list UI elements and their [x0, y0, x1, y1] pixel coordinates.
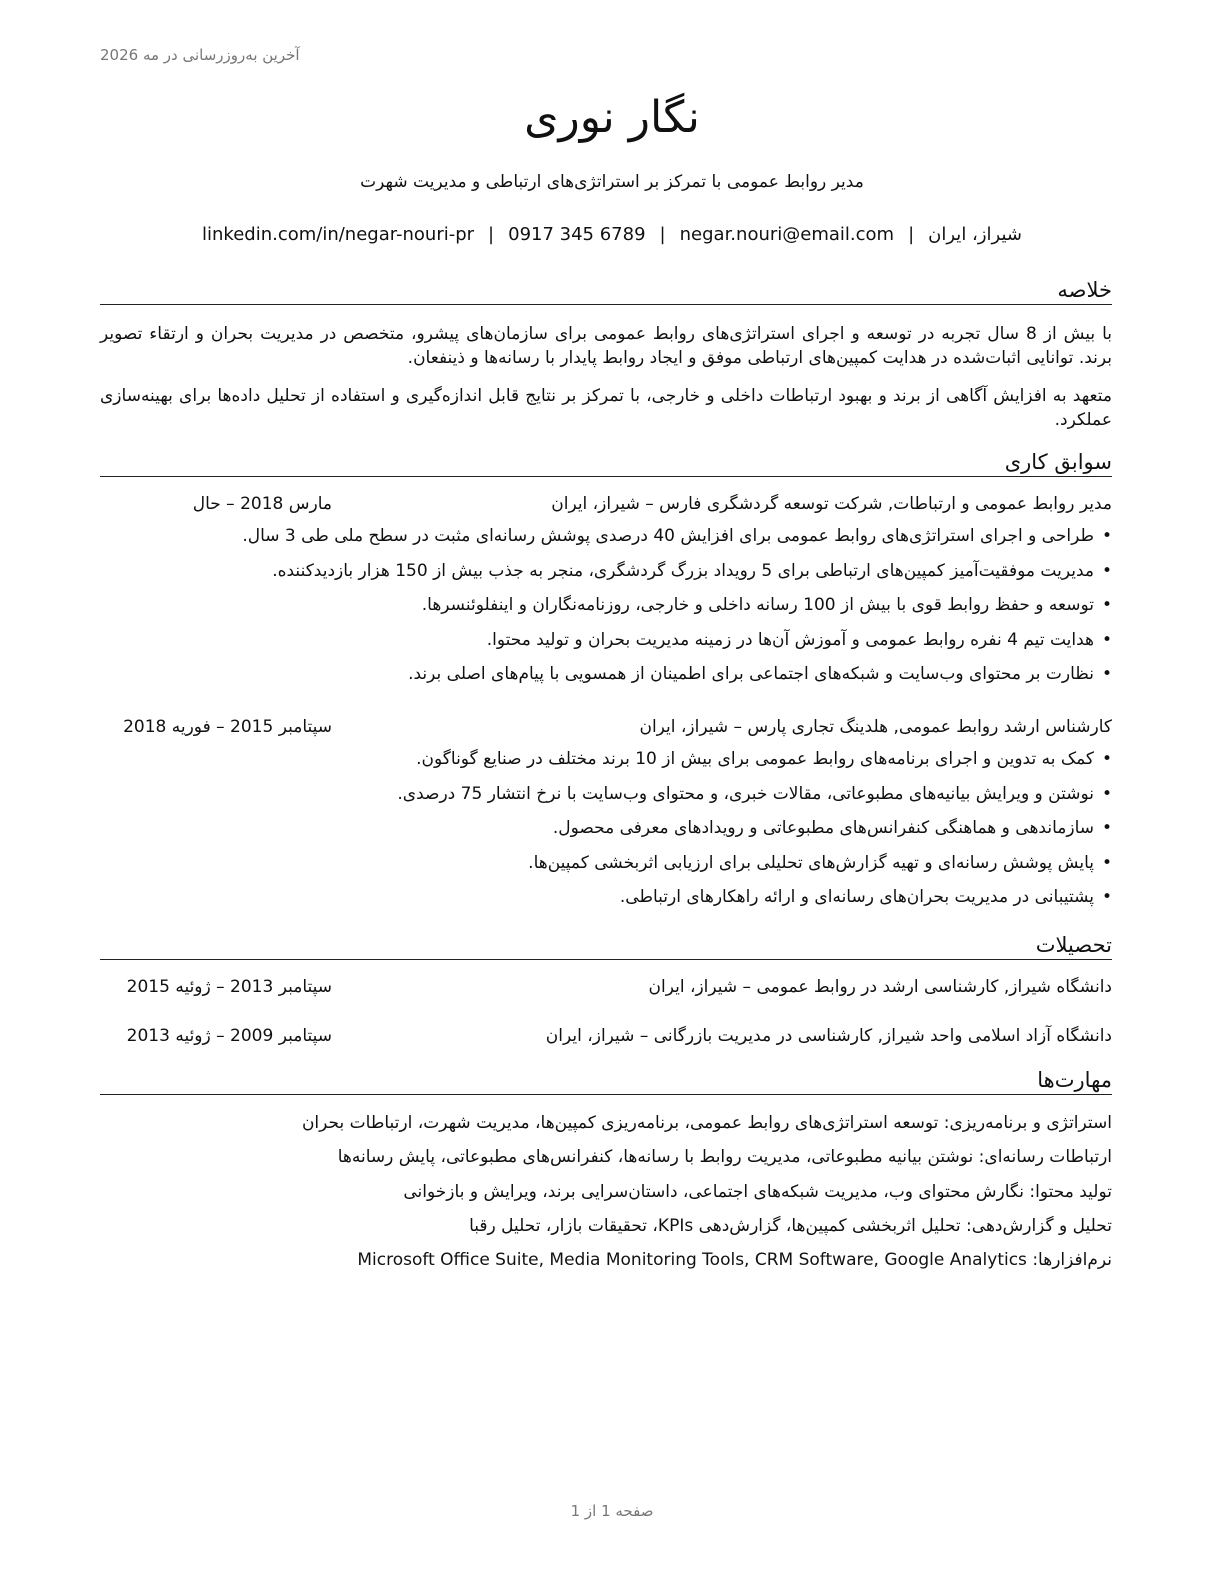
skill-line: استراتژی و برنامه‌ریزی: توسعه استراتژی‌های روابط عمومی، برنامه‌ریزی کمپین‌ها، مدیریت شهرت، ارتباطات بحران	[301, 1113, 1112, 1133]
list-item: •نوشتن و ویرایش بیانیه‌های مطبوعاتی، مقالات خبری، و محتوای وب‌سایت با نرخ انتشار 75 درصدی.	[397, 784, 1112, 804]
skill-line: تحلیل و گزارش‌دهی: تحلیل اثربخشی کمپین‌ها، گزارش‌دهی KPIs، تحقیقات بازار، تحلیل رقبا	[469, 1216, 1112, 1236]
job-title: مدیر روابط عمومی و ارتباطات, شرکت توسعه گردشگری فارس – شیراز، ایران	[551, 494, 1112, 514]
separator: |	[908, 224, 915, 245]
bullet-icon: •	[1101, 664, 1112, 684]
list-item: •پشتیبانی در مدیریت بحران‌های رسانه‌ای و ارائه راهکارهای ارتباطی.	[619, 887, 1112, 907]
education-item	[100, 1026, 1112, 1052]
skill-line: نرم‌افزارها: Microsoft Office Suite, Media Monitoring Tools, CRM Software, Google Analytics	[357, 1250, 1112, 1270]
education-dates: سپتامبر 2009 – ژوئیه 2013	[126, 1026, 332, 1046]
candidate-name: نگار نوری	[524, 92, 700, 143]
list-item: •مدیریت موفقیت‌آمیز کمپین‌های ارتباطی برای 5 رویداد بزرگ گردشگری، منجر به جذب بیش از 150 هزار بازدیدکننده.	[272, 561, 1112, 581]
education-item	[100, 977, 1112, 1003]
list-item: •کمک به تدوین و اجرای برنامه‌های روابط عمومی برای بیش از 10 برند مختلف در صنایع گوناگون.	[416, 749, 1112, 769]
last-updated: آخرین به‌روزرسانی در مه 2026	[100, 46, 300, 64]
skill-line: تولید محتوا: نگارش محتوای وب، مدیریت شبکه‌های اجتماعی، داستان‌سرایی برند، ویرایش و بازخوانی	[403, 1182, 1112, 1202]
headline: مدیر روابط عمومی با تمرکز بر استراتژی‌های ارتباطی و مدیریت شهرت	[360, 172, 864, 192]
bullet-icon: •	[1101, 561, 1112, 581]
list-item: •طراحی و اجرای استراتژی‌های روابط عمومی برای افزایش 40 درصدی پوشش رسانه‌ای مثبت در سطح ملی طی 3 سال.	[242, 526, 1112, 546]
summary-paragraph: با بیش از 8 سال تجربه در توسعه و اجرای استراتژی‌های روابط عمومی برای سازمان‌های پیشرو، متخصص در مدیریت بحران و ارتقاء تصویر برند. توانایی اثبات‌شده در هدایت کمپین‌های ارتباطی موفق و ایجاد روابط پایدار با رسانه‌ها و ذینفعان.	[100, 324, 1113, 368]
bullet-icon: •	[1101, 630, 1112, 650]
bullet-icon: •	[1101, 749, 1112, 769]
bullet-icon: •	[1101, 526, 1112, 546]
phone: 0917 345 6789	[508, 224, 646, 245]
list-item: •توسعه و حفظ روابط قوی با بیش از 100 رسانه داخلی و خارجی، روزنامه‌نگاران و اینفلوئنسرها.	[421, 595, 1112, 615]
separator: |	[488, 224, 495, 245]
bullet-icon: •	[1101, 853, 1112, 873]
education-title: تحصیلات	[100, 933, 1112, 960]
list-item: •پایش پوشش رسانه‌ای و تهیه گزارش‌های تحلیلی برای ارزیابی اثربخشی کمپین‌ها.	[528, 853, 1112, 873]
page-number: صفحه 1 از 1	[570, 1502, 654, 1520]
experience-title: سوابق کاری	[100, 450, 1112, 477]
skill-line: ارتباطات رسانه‌ای: نوشتن بیانیه مطبوعاتی، مدیریت روابط با رسانه‌ها، کنفرانس‌های مطبوعاتی، پایش رسانه‌ها	[337, 1147, 1112, 1167]
email-link[interactable]: negar.nouri@email.com	[679, 224, 895, 245]
contact-line	[0, 224, 1224, 245]
education-heading: دانشگاه شیراز, کارشناسی ارشد در روابط عمومی – شیراز، ایران	[648, 977, 1112, 997]
summary-title: خلاصه	[100, 278, 1112, 305]
job-dates: سپتامبر 2015 – فوریه 2018	[123, 717, 332, 737]
education-dates: سپتامبر 2013 – ژوئیه 2015	[126, 977, 332, 997]
list-item: •نظارت بر محتوای وب‌سایت و شبکه‌های اجتماعی برای اطمینان از همسویی با پیام‌های اصلی برند.	[408, 664, 1112, 684]
list-item: •سازماندهی و هماهنگی کنفرانس‌های مطبوعاتی و رویدادهای معرفی محصول.	[552, 818, 1112, 838]
location: شیراز، ایران	[928, 224, 1022, 245]
skills-title: مهارت‌ها	[100, 1068, 1112, 1095]
list-item: •هدایت تیم 4 نفره روابط عمومی و آموزش آن‌ها در زمینه مدیریت بحران و تولید محتوا.	[486, 630, 1112, 650]
separator: |	[659, 224, 666, 245]
summary-paragraph: متعهد به افزایش آگاهی از برند و بهبود ارتباطات داخلی و خارجی، با تمرکز بر نتایج قابل اندازه‌گیری و استفاده از تحلیل داده‌ها برای بهینه‌سازی عملکرد.	[100, 386, 1112, 430]
bullet-icon: •	[1101, 887, 1112, 907]
job-header	[100, 717, 1112, 743]
bullet-icon: •	[1101, 595, 1112, 615]
job-header	[100, 494, 1112, 520]
job-dates: مارس 2018 – حال	[192, 494, 332, 514]
linkedin-link[interactable]: linkedin.com/in/negar-nouri-pr	[202, 224, 475, 245]
bullet-icon: •	[1101, 784, 1112, 804]
job-title: کارشناس ارشد روابط عمومی, هلدینگ تجاری پارس – شیراز، ایران	[639, 717, 1112, 737]
education-heading: دانشگاه آزاد اسلامی واحد شیراز, کارشناسی در مدیریت بازرگانی – شیراز، ایران	[545, 1026, 1112, 1046]
bullet-icon: •	[1101, 818, 1112, 838]
